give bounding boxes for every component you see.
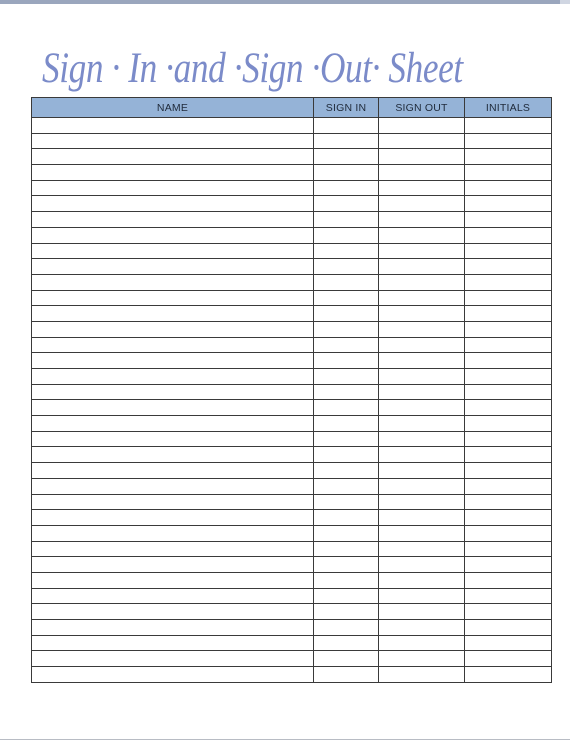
sign-in-cell: [314, 243, 379, 259]
table-row: [32, 384, 552, 400]
sign-in-cell: [314, 478, 379, 494]
sign-in-cell: [314, 572, 379, 588]
initials-cell: [465, 510, 552, 526]
initials-cell: [465, 337, 552, 353]
sign-in-cell: [314, 306, 379, 322]
initials-cell: [465, 431, 552, 447]
table-row: [32, 651, 552, 667]
name-cell: [32, 400, 314, 416]
sign-out-cell: [379, 133, 465, 149]
initials-cell: [465, 478, 552, 494]
sign-in-cell: [314, 149, 379, 165]
initials-cell: [465, 416, 552, 432]
table-row: [32, 290, 552, 306]
initials-cell: [465, 369, 552, 385]
table-row: [32, 149, 552, 165]
name-cell: [32, 431, 314, 447]
sign-in-cell: [314, 369, 379, 385]
initials-cell: [465, 604, 552, 620]
sign-out-cell: [379, 353, 465, 369]
initials-cell: [465, 494, 552, 510]
name-cell: [32, 510, 314, 526]
table-row: [32, 431, 552, 447]
sign-in-cell: [314, 196, 379, 212]
sign-out-cell: [379, 118, 465, 134]
sign-out-cell: [379, 149, 465, 165]
table-row: [32, 525, 552, 541]
sign-in-cell: [314, 259, 379, 275]
name-cell: [32, 180, 314, 196]
initials-cell: [465, 274, 552, 290]
name-cell: [32, 165, 314, 181]
initials-cell: [465, 588, 552, 604]
sign-out-cell: [379, 212, 465, 228]
sign-in-cell: [314, 525, 379, 541]
sign-in-cell: [314, 180, 379, 196]
sign-out-cell: [379, 384, 465, 400]
initials-cell: [465, 620, 552, 636]
sign-in-cell: [314, 447, 379, 463]
initials-cell: [465, 165, 552, 181]
sign-out-cell: [379, 525, 465, 541]
name-cell: [32, 290, 314, 306]
table-row: [32, 463, 552, 479]
sign-out-cell: [379, 651, 465, 667]
initials-cell: [465, 353, 552, 369]
initials-cell: [465, 447, 552, 463]
name-cell: [32, 337, 314, 353]
table-row: [32, 353, 552, 369]
sign-in-cell: [314, 557, 379, 573]
table-row: [32, 133, 552, 149]
sign-in-cell: [314, 290, 379, 306]
sign-out-cell: [379, 572, 465, 588]
column-header-sign-out: SIGN OUT: [379, 98, 465, 118]
initials-cell: [465, 290, 552, 306]
table-header-row: [32, 98, 552, 118]
name-cell: [32, 243, 314, 259]
sign-out-cell: [379, 243, 465, 259]
table-body: [32, 118, 552, 683]
sign-out-cell: [379, 510, 465, 526]
top-border-rule-end: [560, 0, 570, 4]
sign-in-cell: [314, 494, 379, 510]
sign-out-cell: [379, 259, 465, 275]
table-row: [32, 416, 552, 432]
initials-cell: [465, 212, 552, 228]
name-cell: [32, 651, 314, 667]
column-header-name: NAME: [32, 98, 314, 118]
table-row: [32, 604, 552, 620]
sign-in-cell: [314, 165, 379, 181]
sign-out-cell: [379, 416, 465, 432]
sign-in-cell: [314, 118, 379, 134]
column-header-initials: INITIALS: [465, 98, 552, 118]
sign-out-cell: [379, 290, 465, 306]
table-row: [32, 510, 552, 526]
sign-out-cell: [379, 400, 465, 416]
table-row: [32, 196, 552, 212]
table-row: [32, 306, 552, 322]
table-row: [32, 274, 552, 290]
name-cell: [32, 133, 314, 149]
sign-in-cell: [314, 133, 379, 149]
table-row: [32, 400, 552, 416]
initials-cell: [465, 463, 552, 479]
sign-out-cell: [379, 494, 465, 510]
sign-in-cell: [314, 604, 379, 620]
name-cell: [32, 306, 314, 322]
sign-out-cell: [379, 196, 465, 212]
table-row: [32, 557, 552, 573]
sign-in-cell: [314, 321, 379, 337]
sign-out-cell: [379, 447, 465, 463]
initials-cell: [465, 557, 552, 573]
sign-out-cell: [379, 557, 465, 573]
name-cell: [32, 604, 314, 620]
name-cell: [32, 541, 314, 557]
name-cell: [32, 557, 314, 573]
bottom-border-rule: [0, 739, 570, 740]
name-cell: [32, 369, 314, 385]
sign-in-cell: [314, 337, 379, 353]
sign-out-cell: [379, 274, 465, 290]
table-row: [32, 212, 552, 228]
sign-out-cell: [379, 165, 465, 181]
sign-out-cell: [379, 620, 465, 636]
initials-cell: [465, 635, 552, 651]
table-row: [32, 541, 552, 557]
column-header-sign-in: SIGN IN: [314, 98, 379, 118]
name-cell: [32, 353, 314, 369]
initials-cell: [465, 384, 552, 400]
sign-out-cell: [379, 635, 465, 651]
sign-in-cell: [314, 212, 379, 228]
initials-cell: [465, 667, 552, 683]
name-cell: [32, 447, 314, 463]
table-row: [32, 494, 552, 510]
initials-cell: [465, 541, 552, 557]
table-row: [32, 478, 552, 494]
initials-cell: [465, 196, 552, 212]
table-row: [32, 243, 552, 259]
sign-in-cell: [314, 667, 379, 683]
table-row: [32, 118, 552, 134]
table-row: [32, 180, 552, 196]
sign-out-cell: [379, 369, 465, 385]
sign-in-cell: [314, 353, 379, 369]
sign-out-cell: [379, 588, 465, 604]
initials-cell: [465, 400, 552, 416]
name-cell: [32, 212, 314, 228]
initials-cell: [465, 118, 552, 134]
name-cell: [32, 494, 314, 510]
name-cell: [32, 667, 314, 683]
sign-in-cell: [314, 400, 379, 416]
sign-in-cell: [314, 416, 379, 432]
table-row: [32, 447, 552, 463]
sign-out-cell: [379, 227, 465, 243]
sign-out-cell: [379, 541, 465, 557]
sheet-title: Sign · In ·and ·Sign ·Out· Sheet: [42, 45, 463, 92]
initials-cell: [465, 306, 552, 322]
sign-in-cell: [314, 431, 379, 447]
sign-out-cell: [379, 463, 465, 479]
name-cell: [32, 227, 314, 243]
initials-cell: [465, 243, 552, 259]
sign-in-cell: [314, 651, 379, 667]
name-cell: [32, 416, 314, 432]
table-row: [32, 369, 552, 385]
initials-cell: [465, 572, 552, 588]
sign-in-cell: [314, 635, 379, 651]
sign-in-cell: [314, 384, 379, 400]
table-row: [32, 635, 552, 651]
name-cell: [32, 259, 314, 275]
name-cell: [32, 635, 314, 651]
sign-out-cell: [379, 667, 465, 683]
table-row: [32, 227, 552, 243]
sign-in-cell: [314, 510, 379, 526]
initials-cell: [465, 651, 552, 667]
name-cell: [32, 572, 314, 588]
initials-cell: [465, 180, 552, 196]
sign-in-cell: [314, 588, 379, 604]
sign-in-out-table: [31, 97, 552, 683]
sign-in-cell: [314, 620, 379, 636]
initials-cell: [465, 259, 552, 275]
name-cell: [32, 118, 314, 134]
table-row: [32, 259, 552, 275]
table-row: [32, 572, 552, 588]
sign-in-cell: [314, 227, 379, 243]
initials-cell: [465, 321, 552, 337]
table-row: [32, 667, 552, 683]
sign-in-cell: [314, 541, 379, 557]
name-cell: [32, 321, 314, 337]
sign-out-cell: [379, 337, 465, 353]
sign-out-cell: [379, 306, 465, 322]
sign-out-cell: [379, 604, 465, 620]
name-cell: [32, 463, 314, 479]
name-cell: [32, 196, 314, 212]
sign-out-cell: [379, 180, 465, 196]
sign-out-cell: [379, 321, 465, 337]
table-row: [32, 588, 552, 604]
sign-out-cell: [379, 478, 465, 494]
sign-in-cell: [314, 274, 379, 290]
name-cell: [32, 149, 314, 165]
sign-out-cell: [379, 431, 465, 447]
name-cell: [32, 478, 314, 494]
table-row: [32, 321, 552, 337]
name-cell: [32, 620, 314, 636]
initials-cell: [465, 525, 552, 541]
table-row: [32, 620, 552, 636]
name-cell: [32, 588, 314, 604]
table-row: [32, 337, 552, 353]
name-cell: [32, 274, 314, 290]
name-cell: [32, 384, 314, 400]
initials-cell: [465, 227, 552, 243]
name-cell: [32, 525, 314, 541]
initials-cell: [465, 149, 552, 165]
table-row: [32, 165, 552, 181]
top-border-rule: [0, 0, 560, 4]
sign-in-cell: [314, 463, 379, 479]
initials-cell: [465, 133, 552, 149]
